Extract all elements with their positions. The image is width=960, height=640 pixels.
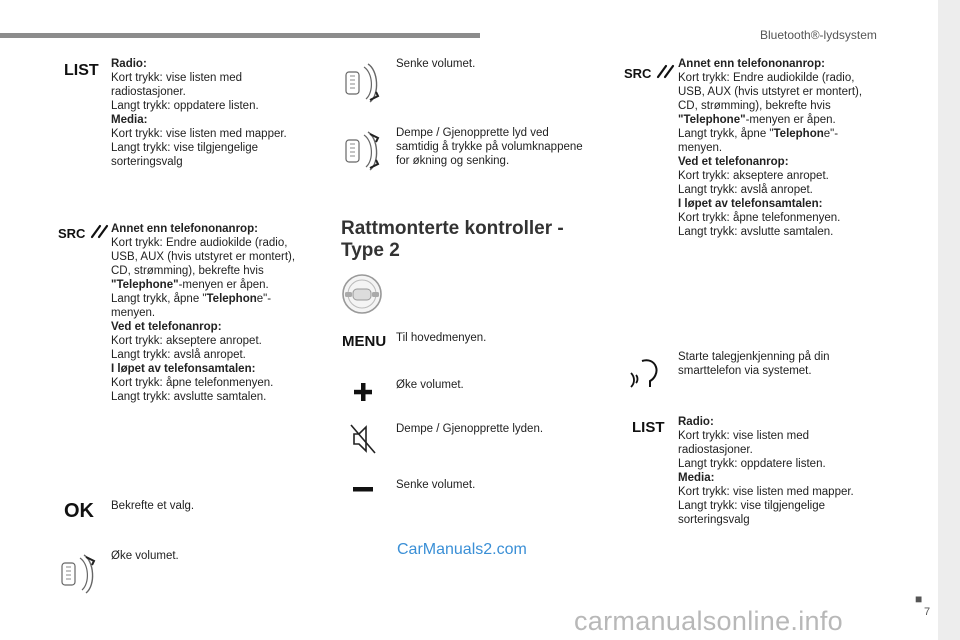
page-number: 7 bbox=[924, 606, 931, 618]
menu-icon: MENU bbox=[342, 333, 387, 350]
ok-icon: OK bbox=[64, 500, 94, 522]
mute-speaker-icon bbox=[348, 422, 378, 456]
section-title: Rattmonterte kontroller - Type 2 bbox=[341, 218, 564, 261]
thumbwheel-mute-icon bbox=[340, 128, 386, 174]
page-header-title: Bluetooth®-lydsystem bbox=[760, 28, 877, 42]
src-phone-icon-2: SRC bbox=[624, 65, 651, 83]
watermark-carmanuals2: CarManuals2.com bbox=[397, 541, 527, 558]
header-rule bbox=[0, 33, 480, 38]
src-call-description: Annet enn telefononanrop: Kort trykk: Endre audiokilde (radio, USB, AUX (hvis utstyret er montert), CD, strømming), bekrefte hvis "Telephone"-menyen er åpen. Langt trykk, åpne "Telephone"- menyen. Ved et telefonanrop: Kort trykk: akseptere anropet. Langt trykk: avslå anropet. I løpet av telefonsamtalen: Kort trykk: åpne telefonmenyen. Langt trykk: avslutte samtalen. bbox=[111, 223, 296, 403]
list-icon: LIST bbox=[64, 62, 99, 79]
nav-marker: ■ bbox=[915, 592, 923, 606]
plus-description: Øke volumet. bbox=[396, 379, 464, 391]
menu-description: Til hovedmenyen. bbox=[396, 332, 487, 344]
volume-down-description: Senke volumet. bbox=[396, 58, 476, 70]
ok-description: Bekrefte et valg. bbox=[111, 500, 195, 512]
plus-icon bbox=[352, 381, 374, 403]
volume-up-description: Øke volumet. bbox=[111, 550, 179, 562]
thumbwheel-volume-down-icon bbox=[340, 60, 386, 106]
watermark-carmanualsonline: carmanualsonline.info bbox=[574, 606, 843, 636]
minus-description: Senke volumet. bbox=[396, 479, 476, 491]
steering-wheel-icon bbox=[340, 272, 384, 316]
mute-combo-description: Dempe / Gjenopprette lyd ved samtidig å trykke på volumknappene for økning og senking. bbox=[396, 127, 583, 167]
src-call-description-2: Annet enn telefononanrop: Kort trykk: Endre audiokilde (radio, USB, AUX (hvis utstyret er montert), CD, strømming), bekrefte hvis "Telephone"-menyen er åpen. Langt trykk, åpne "Telephone"- menyen. Ved et telefonanrop: Kort trykk: akseptere anropet. Langt trykk: avslå anropet. I løpet av telefonsamtalen: Kort trykk: åpne telefonmenyen. Langt trykk: avslutte samtalen. bbox=[678, 58, 863, 238]
side-tab-strip bbox=[938, 0, 960, 640]
minus-icon bbox=[352, 486, 374, 494]
thumbwheel-volume-up-icon bbox=[56, 551, 102, 597]
list-icon-2: LIST bbox=[632, 419, 665, 436]
voice-recognition-icon bbox=[628, 355, 664, 391]
radio-description-2: Radio: Kort trykk: vise listen med radiostasjoner. Langt trykk: oppdatere listen. Media: Kort trykk: vise listen med mapper. Langt trykk: vise tilgjengelige sorteringsvalg bbox=[678, 416, 854, 526]
voice-recognition-description: Starte talegjenkjenning på din smarttelefon via systemet. bbox=[678, 351, 830, 377]
src-phone-icon: SRC bbox=[58, 225, 85, 243]
mute-description: Dempe / Gjenopprette lyden. bbox=[396, 423, 544, 435]
radio-description: Radio: Kort trykk: vise listen med radiostasjoner. Langt trykk: oppdatere listen. Media: Kort trykk: vise listen med mapper. Langt trykk: vise tilgjengelige sorteringsvalg bbox=[111, 58, 287, 168]
